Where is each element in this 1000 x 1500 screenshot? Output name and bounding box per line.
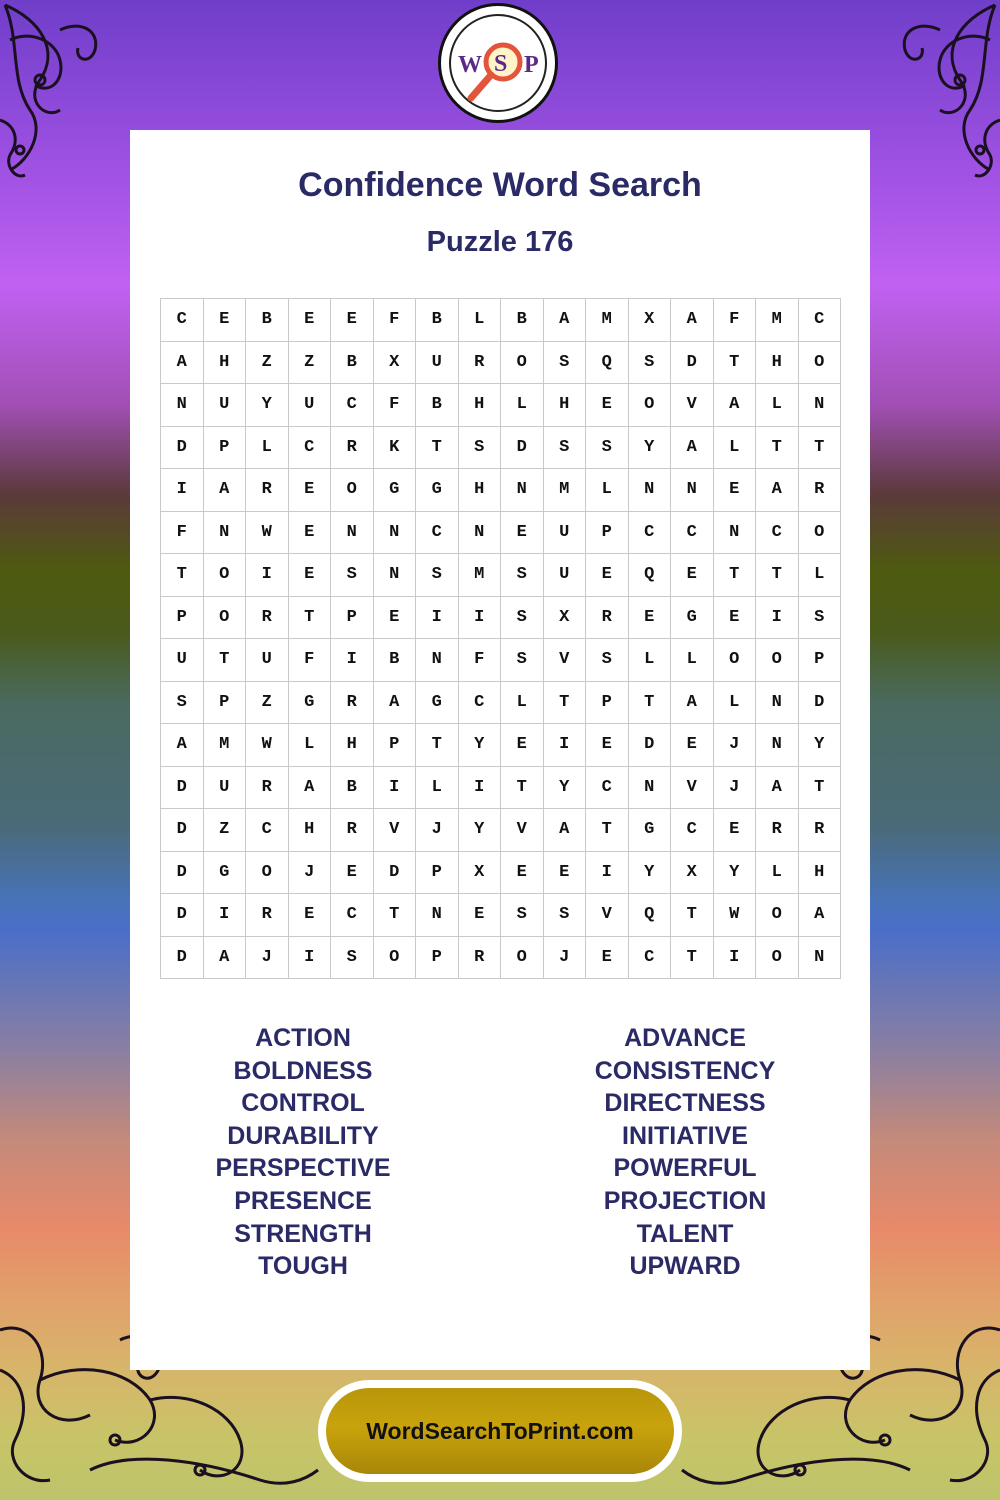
grid-cell[interactable]: E [331, 852, 374, 895]
grid-cell[interactable]: Y [246, 384, 289, 427]
grid-cell[interactable]: S [501, 894, 544, 937]
grid-cell[interactable]: R [799, 469, 842, 512]
grid-cell[interactable]: L [629, 639, 672, 682]
grid-cell[interactable]: Y [459, 809, 502, 852]
grid-cell[interactable]: M [756, 299, 799, 342]
grid-cell[interactable]: W [246, 724, 289, 767]
grid-cell[interactable]: S [331, 937, 374, 980]
grid-cell[interactable]: T [204, 639, 247, 682]
website-label[interactable]: WordSearchToPrint.com [326, 1388, 674, 1474]
grid-cell[interactable]: T [374, 894, 417, 937]
grid-cell[interactable]: O [756, 639, 799, 682]
grid-cell[interactable]: S [629, 342, 672, 385]
grid-cell[interactable]: E [289, 299, 332, 342]
grid-cell[interactable]: D [374, 852, 417, 895]
grid-cell[interactable]: F [289, 639, 332, 682]
grid-cell[interactable]: Z [246, 682, 289, 725]
grid-cell[interactable]: X [629, 299, 672, 342]
grid-cell[interactable]: X [459, 852, 502, 895]
word-list-item: ADVANCE [624, 1024, 746, 1052]
grid-cell[interactable]: V [501, 809, 544, 852]
grid-cell[interactable]: O [714, 639, 757, 682]
grid-cell[interactable]: Z [204, 809, 247, 852]
grid-cell[interactable]: C [246, 809, 289, 852]
grid-cell[interactable]: U [416, 342, 459, 385]
grid-cell[interactable]: Q [629, 554, 672, 597]
word-list-item: TALENT [636, 1219, 734, 1248]
grid-cell[interactable]: V [671, 767, 714, 810]
word-list-right [500, 1022, 870, 1283]
grid-cell[interactable]: Q [629, 894, 672, 937]
logo-letter-s: S [494, 51, 508, 77]
grid-cell[interactable]: O [246, 852, 289, 895]
grid-cell[interactable]: K [374, 427, 417, 470]
grid-cell[interactable]: C [161, 299, 204, 342]
grid-cell[interactable]: S [416, 554, 459, 597]
grid-cell[interactable]: W [246, 512, 289, 555]
grid-cell[interactable]: L [799, 554, 842, 597]
grid-cell[interactable]: L [416, 767, 459, 810]
grid-cell[interactable]: E [501, 724, 544, 767]
grid-cell[interactable]: E [714, 597, 757, 640]
grid-cell[interactable]: P [586, 512, 629, 555]
grid-cell[interactable]: S [501, 554, 544, 597]
grid-cell[interactable]: C [671, 809, 714, 852]
grid-cell[interactable]: M [204, 724, 247, 767]
grid-cell[interactable]: T [714, 342, 757, 385]
grid-cell[interactable]: G [416, 682, 459, 725]
grid-cell[interactable]: N [459, 512, 502, 555]
grid-cell[interactable]: E [374, 597, 417, 640]
grid-cell[interactable]: T [161, 554, 204, 597]
grid-cell[interactable]: X [374, 342, 417, 385]
word-list-item: CONSISTENCY [594, 1056, 776, 1085]
grid-cell[interactable]: B [246, 299, 289, 342]
grid-cell[interactable]: L [671, 639, 714, 682]
grid-cell[interactable]: F [374, 384, 417, 427]
grid-cell[interactable]: E [671, 554, 714, 597]
grid-cell[interactable]: H [459, 469, 502, 512]
grid-cell[interactable]: G [416, 469, 459, 512]
grid-cell[interactable]: E [586, 554, 629, 597]
grid-cell[interactable]: V [671, 384, 714, 427]
grid-cell[interactable]: A [756, 469, 799, 512]
grid-cell[interactable]: O [756, 937, 799, 980]
grid-cell[interactable]: R [799, 809, 842, 852]
grid-cell[interactable]: P [204, 427, 247, 470]
grid-cell[interactable]: J [714, 767, 757, 810]
grid-cell[interactable]: I [204, 894, 247, 937]
grid-cell[interactable]: N [374, 554, 417, 597]
grid-cell[interactable]: H [799, 852, 842, 895]
grid-cell[interactable]: L [246, 427, 289, 470]
grid-cell[interactable]: G [204, 852, 247, 895]
grid-cell[interactable]: L [459, 299, 502, 342]
grid-cell[interactable]: F [374, 299, 417, 342]
grid-cell[interactable]: F [714, 299, 757, 342]
grid-cell[interactable]: T [289, 597, 332, 640]
grid-cell[interactable]: E [714, 469, 757, 512]
grid-cell[interactable]: D [161, 937, 204, 980]
logo-letter-p: P [524, 52, 539, 78]
grid-cell[interactable]: G [629, 809, 672, 852]
grid-cell[interactable]: C [629, 937, 672, 980]
grid-cell[interactable]: D [501, 427, 544, 470]
grid-cell[interactable]: N [756, 724, 799, 767]
grid-cell[interactable]: J [714, 724, 757, 767]
grid-cell[interactable]: N [799, 384, 842, 427]
grid-cell[interactable]: S [544, 427, 587, 470]
grid-cell[interactable]: R [459, 342, 502, 385]
grid-cell[interactable]: I [289, 937, 332, 980]
grid-cell[interactable]: S [799, 597, 842, 640]
grid-cell[interactable]: D [161, 427, 204, 470]
grid-cell[interactable]: S [161, 682, 204, 725]
website-button[interactable] [318, 1380, 682, 1482]
grid-cell[interactable]: H [331, 724, 374, 767]
grid-cell[interactable]: H [756, 342, 799, 385]
page-title: Confidence Word Search [298, 166, 702, 204]
grid-cell[interactable]: F [459, 639, 502, 682]
grid-cell[interactable]: S [586, 427, 629, 470]
grid-cell[interactable]: D [161, 809, 204, 852]
grid-cell[interactable]: D [629, 724, 672, 767]
grid-cell[interactable]: U [204, 767, 247, 810]
grid-cell[interactable]: D [161, 852, 204, 895]
grid-cell[interactable]: H [289, 809, 332, 852]
grid-cell[interactable]: G [374, 469, 417, 512]
grid-cell[interactable]: A [544, 299, 587, 342]
grid-cell[interactable]: H [459, 384, 502, 427]
grid-cell[interactable]: U [544, 554, 587, 597]
grid-cell[interactable]: E [586, 937, 629, 980]
word-list-item: PERSPECTIVE [215, 1154, 391, 1183]
grid-cell[interactable]: A [671, 682, 714, 725]
grid-cell[interactable]: G [289, 682, 332, 725]
grid-cell[interactable]: B [374, 639, 417, 682]
logo-letter-w: W [458, 52, 482, 78]
grid-cell[interactable]: X [544, 597, 587, 640]
word-list-item: TOUGH [258, 1252, 348, 1281]
grid-cell[interactable]: V [374, 809, 417, 852]
grid-cell[interactable]: A [204, 937, 247, 980]
grid-cell[interactable]: S [331, 554, 374, 597]
grid-cell[interactable]: B [416, 384, 459, 427]
grid-cell[interactable]: M [459, 554, 502, 597]
grid-cell[interactable]: N [714, 512, 757, 555]
grid-cell[interactable]: H [204, 342, 247, 385]
grid-cell[interactable]: N [629, 767, 672, 810]
grid-cell[interactable]: T [416, 724, 459, 767]
grid-cell[interactable]: R [586, 597, 629, 640]
grid-cell[interactable]: R [331, 427, 374, 470]
grid-cell[interactable]: A [756, 767, 799, 810]
grid-cell[interactable]: D [161, 894, 204, 937]
word-list-item: CONTROL [241, 1089, 365, 1118]
grid-cell[interactable]: U [246, 639, 289, 682]
grid-cell[interactable]: F [161, 512, 204, 555]
grid-cell[interactable]: O [374, 937, 417, 980]
grid-cell[interactable]: A [671, 427, 714, 470]
grid-cell[interactable]: R [331, 682, 374, 725]
grid-cell[interactable]: O [501, 937, 544, 980]
grid-cell[interactable]: P [586, 682, 629, 725]
grid-cell[interactable]: E [671, 724, 714, 767]
grid-cell[interactable]: E [544, 852, 587, 895]
grid-cell[interactable]: V [544, 639, 587, 682]
grid-cell[interactable]: T [501, 767, 544, 810]
grid-cell[interactable]: N [501, 469, 544, 512]
grid-cell[interactable]: P [799, 639, 842, 682]
grid-cell[interactable]: U [161, 639, 204, 682]
grid-cell[interactable]: J [289, 852, 332, 895]
grid-cell[interactable]: C [756, 512, 799, 555]
wsp-logo[interactable] [438, 3, 558, 123]
grid-cell[interactable]: N [331, 512, 374, 555]
grid-cell[interactable]: T [799, 767, 842, 810]
grid-cell[interactable]: U [289, 384, 332, 427]
grid-cell[interactable]: N [629, 469, 672, 512]
grid-cell[interactable]: M [544, 469, 587, 512]
grid-cell[interactable]: L [586, 469, 629, 512]
grid-cell[interactable]: T [671, 937, 714, 980]
grid-cell[interactable]: R [246, 894, 289, 937]
grid-cell[interactable]: H [544, 384, 587, 427]
grid-cell[interactable]: A [544, 809, 587, 852]
letter-grid [160, 298, 841, 979]
grid-cell[interactable]: R [246, 469, 289, 512]
grid-cell[interactable]: N [671, 469, 714, 512]
word-list-item: PRESENCE [234, 1186, 372, 1215]
grid-cell[interactable]: E [714, 809, 757, 852]
grid-cell[interactable]: S [544, 894, 587, 937]
grid-cell[interactable]: B [331, 767, 374, 810]
grid-cell[interactable]: L [289, 724, 332, 767]
grid-cell[interactable]: P [161, 597, 204, 640]
grid-cell[interactable]: W [714, 894, 757, 937]
grid-cell[interactable]: P [416, 852, 459, 895]
grid-cell[interactable]: E [629, 597, 672, 640]
word-list-item: DIRECTNESS [604, 1089, 766, 1118]
grid-cell[interactable]: L [714, 427, 757, 470]
grid-cell[interactable]: I [374, 767, 417, 810]
grid-cell[interactable]: T [629, 682, 672, 725]
grid-cell[interactable]: Z [246, 342, 289, 385]
grid-cell[interactable]: P [416, 937, 459, 980]
grid-cell[interactable]: Y [544, 767, 587, 810]
grid-cell[interactable]: B [416, 299, 459, 342]
grid-cell[interactable]: A [161, 342, 204, 385]
grid-cell[interactable]: I [756, 597, 799, 640]
grid-cell[interactable]: R [459, 937, 502, 980]
grid-cell[interactable]: G [671, 597, 714, 640]
grid-cell[interactable]: N [161, 384, 204, 427]
grid-cell[interactable]: I [246, 554, 289, 597]
grid-cell[interactable]: O [799, 342, 842, 385]
grid-cell[interactable]: I [331, 639, 374, 682]
word-list-left [118, 1022, 488, 1283]
grid-cell[interactable]: T [416, 427, 459, 470]
grid-cell[interactable]: J [246, 937, 289, 980]
grid-cell[interactable]: A [799, 894, 842, 937]
grid-cell[interactable]: P [374, 724, 417, 767]
grid-cell[interactable]: A [204, 469, 247, 512]
puzzle-card [130, 130, 870, 1370]
grid-cell[interactable]: A [671, 299, 714, 342]
word-list-item: PROJECTION [603, 1186, 767, 1215]
grid-cell[interactable]: A [161, 724, 204, 767]
puzzle-number: Puzzle 176 [426, 226, 574, 258]
grid-cell[interactable]: B [331, 342, 374, 385]
grid-cell[interactable]: I [544, 724, 587, 767]
grid-cell[interactable]: A [289, 767, 332, 810]
corner-ornament-top-right [850, 0, 1000, 200]
grid-cell[interactable]: Y [714, 852, 757, 895]
grid-cell[interactable]: O [204, 554, 247, 597]
grid-cell[interactable]: O [756, 894, 799, 937]
grid-cell[interactable]: I [459, 767, 502, 810]
grid-cell[interactable]: R [246, 767, 289, 810]
grid-cell[interactable]: E [331, 299, 374, 342]
grid-cell[interactable]: L [756, 384, 799, 427]
grid-cell[interactable]: E [501, 512, 544, 555]
grid-cell[interactable]: E [586, 724, 629, 767]
grid-cell[interactable]: O [799, 512, 842, 555]
grid-cell[interactable]: E [289, 894, 332, 937]
grid-cell[interactable]: J [416, 809, 459, 852]
grid-cell[interactable]: P [204, 682, 247, 725]
grid-cell[interactable]: J [544, 937, 587, 980]
word-list-item: POWERFUL [613, 1154, 757, 1183]
word-list-item: STRENGTH [234, 1219, 372, 1248]
grid-cell[interactable]: T [544, 682, 587, 725]
grid-cell[interactable]: E [459, 894, 502, 937]
grid-cell[interactable]: O [331, 469, 374, 512]
grid-cell[interactable]: Y [459, 724, 502, 767]
grid-cell[interactable]: S [501, 639, 544, 682]
grid-cell[interactable]: I [459, 597, 502, 640]
grid-cell[interactable]: U [204, 384, 247, 427]
grid-cell[interactable]: C [459, 682, 502, 725]
word-list-item: DURABILITY [227, 1121, 379, 1150]
grid-cell[interactable]: Z [289, 342, 332, 385]
grid-cell[interactable]: I [416, 597, 459, 640]
grid-cell[interactable]: T [714, 554, 757, 597]
grid-cell[interactable]: C [416, 512, 459, 555]
grid-cell[interactable]: L [501, 384, 544, 427]
grid-cell[interactable]: D [671, 342, 714, 385]
grid-cell[interactable]: E [289, 512, 332, 555]
grid-cell[interactable]: U [544, 512, 587, 555]
grid-cell[interactable]: L [714, 682, 757, 725]
grid-cell[interactable]: V [586, 894, 629, 937]
grid-cell[interactable]: C [586, 767, 629, 810]
grid-cell[interactable]: T [799, 427, 842, 470]
grid-cell[interactable]: C [629, 512, 672, 555]
word-list-item: UPWARD [629, 1252, 741, 1281]
grid-cell[interactable]: E [501, 852, 544, 895]
word-list-item: BOLDNESS [233, 1056, 373, 1085]
grid-cell[interactable]: C [331, 384, 374, 427]
grid-cell[interactable]: T [756, 554, 799, 597]
grid-cell[interactable]: Y [799, 724, 842, 767]
grid-cell[interactable]: E [586, 384, 629, 427]
grid-cell[interactable]: A [714, 384, 757, 427]
grid-cell[interactable]: D [161, 767, 204, 810]
grid-cell[interactable]: R [756, 809, 799, 852]
grid-cell[interactable]: T [671, 894, 714, 937]
grid-cell[interactable]: I [714, 937, 757, 980]
grid-cell[interactable]: S [586, 639, 629, 682]
grid-cell[interactable]: A [374, 682, 417, 725]
grid-cell[interactable]: N [204, 512, 247, 555]
grid-cell[interactable]: N [416, 894, 459, 937]
magnifier-icon [441, 6, 555, 120]
grid-cell[interactable]: N [374, 512, 417, 555]
grid-cell[interactable]: N [416, 639, 459, 682]
grid-cell[interactable]: O [501, 342, 544, 385]
grid-cell[interactable]: L [756, 852, 799, 895]
grid-cell[interactable]: S [501, 597, 544, 640]
grid-cell[interactable]: C [289, 427, 332, 470]
word-list-item: INITIATIVE [622, 1121, 748, 1150]
grid-cell[interactable]: B [501, 299, 544, 342]
grid-cell[interactable]: D [799, 682, 842, 725]
grid-cell[interactable]: C [799, 299, 842, 342]
grid-cell[interactable]: M [586, 299, 629, 342]
grid-cell[interactable]: R [331, 809, 374, 852]
grid-cell[interactable]: S [459, 427, 502, 470]
grid-cell[interactable]: I [161, 469, 204, 512]
grid-cell[interactable]: O [204, 597, 247, 640]
grid-cell[interactable]: Q [586, 342, 629, 385]
word-list-item: ACTION [255, 1024, 351, 1052]
grid-cell[interactable]: Y [629, 427, 672, 470]
grid-cell[interactable]: E [204, 299, 247, 342]
grid-cell[interactable]: N [756, 682, 799, 725]
grid-cell[interactable]: C [671, 512, 714, 555]
grid-cell[interactable]: I [586, 852, 629, 895]
grid-cell[interactable]: P [331, 597, 374, 640]
grid-cell[interactable]: E [289, 554, 332, 597]
corner-ornament-top-left [0, 0, 150, 200]
word-list [130, 1022, 870, 1283]
grid-cell[interactable]: S [544, 342, 587, 385]
grid-cell[interactable]: C [331, 894, 374, 937]
grid-cell[interactable]: E [289, 469, 332, 512]
grid-cell[interactable]: T [586, 809, 629, 852]
grid-cell[interactable]: L [501, 682, 544, 725]
grid-cell[interactable]: R [246, 597, 289, 640]
grid-cell[interactable]: X [671, 852, 714, 895]
grid-cell[interactable]: N [799, 937, 842, 980]
grid-cell[interactable]: O [629, 384, 672, 427]
grid-cell[interactable]: T [756, 427, 799, 470]
grid-cell[interactable]: Y [629, 852, 672, 895]
